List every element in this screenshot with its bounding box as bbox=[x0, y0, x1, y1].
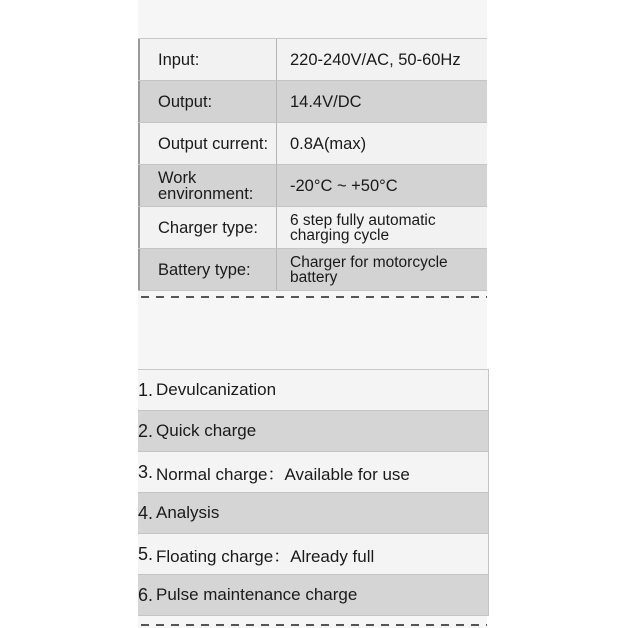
spec-label: Input: bbox=[138, 39, 277, 80]
mode-text: Pulse maintenance charge bbox=[156, 585, 358, 604]
mode-number: 6. bbox=[138, 584, 154, 605]
mode-number: 2. bbox=[138, 420, 154, 441]
spec-label: Charger type: bbox=[138, 207, 277, 248]
dashed-divider bbox=[141, 296, 487, 298]
dashed-divider bbox=[141, 624, 487, 626]
spec-value: 14.4V/DC bbox=[290, 92, 362, 111]
mode-number: 5. bbox=[138, 543, 154, 564]
list-item bbox=[138, 411, 489, 452]
mode-number: 1. bbox=[138, 379, 154, 400]
mode-text: Quick charge bbox=[156, 421, 257, 440]
spec-table bbox=[138, 38, 487, 291]
mode-text: Normal charge：Available for use bbox=[156, 464, 410, 484]
charging-modes-list bbox=[138, 369, 489, 616]
spec-row-input bbox=[138, 39, 487, 81]
spec-row-output bbox=[138, 81, 487, 123]
spec-row-charger-type bbox=[138, 207, 487, 249]
spec-row-work-environment bbox=[138, 165, 487, 207]
mode-text: Analysis bbox=[156, 503, 220, 522]
spec-label: Output: bbox=[138, 81, 277, 122]
spec-row-output-current bbox=[138, 123, 487, 165]
spec-value: Charger for motorcycle battery bbox=[290, 253, 448, 286]
spec-row-battery-type bbox=[138, 249, 487, 291]
spec-value: 0.8A(max) bbox=[290, 134, 367, 153]
spec-value: 6 step fully automatic charging cycle bbox=[290, 211, 436, 244]
list-item bbox=[138, 452, 489, 493]
spec-label: Output current: bbox=[138, 123, 277, 164]
spec-value: 220-240V/AC, 50-60Hz bbox=[290, 50, 461, 69]
list-item bbox=[138, 575, 489, 616]
spec-label: Work environment: bbox=[138, 165, 277, 206]
list-item bbox=[138, 370, 489, 411]
mode-number: 3. bbox=[138, 461, 154, 482]
mode-text: Floating charge：Already full bbox=[156, 546, 375, 566]
list-item bbox=[138, 493, 489, 534]
mode-text: Devulcanization bbox=[156, 380, 277, 399]
spec-value: -20°C ~ +50°C bbox=[290, 176, 398, 195]
spec-label: Battery type: bbox=[138, 249, 277, 290]
mode-number: 4. bbox=[138, 502, 154, 523]
list-item bbox=[138, 534, 489, 575]
